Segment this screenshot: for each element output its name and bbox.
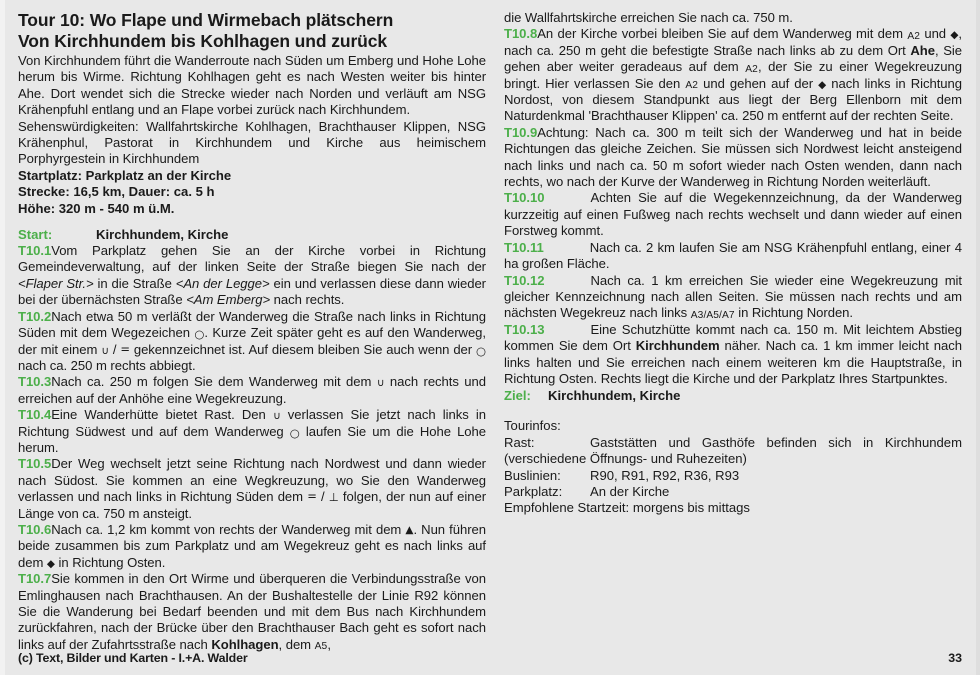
trail-marker-icon: ◆: [46, 557, 55, 570]
tourinfos-parkplatz-label: Parkplatz:: [504, 483, 563, 499]
tourinfos-buslinien-value: R90, R91, R92, R36, R93: [590, 467, 740, 483]
route-step-text: An der Kirche vorbei bleiben Sie auf dem Wanderweg mit dem: [537, 26, 908, 42]
route-step-text: . Nun führen beide zusammen bis zum Parkplatz und am Wegekreuz geht es nach links auf dem: [18, 521, 486, 570]
route-step-text: und: [920, 26, 951, 42]
route-step: [18, 456, 486, 522]
route-step-id: T10.12: [504, 272, 545, 288]
route-step-text: Vom Parkplatz gehen Sie an der Kirche vorbei in Richtung Gemeindeverwaltung, auf der linken Seite der Straße biegen Sie nach der: [18, 243, 486, 275]
spacer: [504, 404, 962, 418]
route-steps-left: [18, 243, 486, 653]
route-step-text: nach rechts und erreichen auf der Anhöhe eine Wegekreuzung.: [18, 374, 486, 406]
route-step-text: Der Weg wechselt jetzt seine Richtung nach Nordwest und dann wieder nach Südost. Sie kommen an eine Wegkreuzung, wo Sie den Wanderweg verlassen und nach links in Richtung Süden dem: [18, 456, 486, 505]
route-step-text: näher. Nach ca. 1 km immer leicht nach links halten und Sie erreichen nach einem weiteren km die Hauptstraße, in Richtung Osten. Rechts liegt die Kirche und der Parkplatz Ihres Startpunktes.: [504, 338, 963, 386]
tourinfos-parkplatz: [504, 484, 962, 500]
route-step-text: /: [316, 489, 329, 505]
route-step-text: in die Straße: [93, 275, 176, 291]
route-step-text: nach links in Richtung Nordost, von diesem Standpunkt aus liegt der Berg Ellenborn mit dem Naturdenkmal 'Brachthauser Klippen' ca. 250 m entfernt auf der rechten Seite.: [504, 75, 963, 124]
trail-marker-icon: ○: [194, 327, 205, 342]
route-step-text: und gehen auf der: [698, 75, 819, 91]
trail-marker-icon: A2: [745, 63, 758, 75]
route-step-text: Eine Wanderhütte bietet Rast. Den: [51, 407, 273, 423]
street-name: <Flaper Str.>: [18, 275, 94, 291]
route-step-text: Nach ca. 1 km erreichen Sie wieder eine Wegekreuzung mit gleicher Kennzeichnung nach allen Seiten. Sie müssen nach rechts und am nächsten Wegekreuz nach links: [504, 272, 962, 321]
route-start: [18, 226, 486, 243]
route-step: [504, 125, 962, 191]
route-step-text: , dem: [278, 636, 315, 652]
route-step-text: , der Sie zu einer Wegekreuzung bringt. Hier verlassen Sie den: [504, 59, 962, 91]
route-step-gap: [544, 322, 590, 338]
route-ziel-value: Kirchhundem, Kirche: [548, 388, 681, 404]
route-step-id: T10.13: [504, 321, 545, 337]
trail-marker-icon: A2: [685, 80, 699, 92]
trail-marker-icon: ▲: [405, 524, 414, 537]
route-step-text: /: [108, 341, 121, 357]
route-start-label: Start:: [18, 227, 53, 243]
trail-marker-icon: A2: [907, 30, 921, 42]
trail-marker-icon: ◆: [818, 78, 827, 91]
route-step-gap: [544, 190, 590, 206]
emphasis-bold: Kohlhagen: [211, 636, 279, 652]
route-step-text: Nach etwa 50 m verläßt der Wanderweg die Straße nach links in Richtung Süden mit dem Wegezeichen: [18, 308, 486, 341]
route-step-text: Eine Schutzhütte kommt nach ca. 150 m. Mit leichtem Abstieg kommen Sie dem Ort: [504, 321, 962, 354]
route-step-text: folgen, der nun auf einer Länge von ca. 750 m ansteigt.: [18, 489, 487, 521]
route-step: [504, 10, 962, 26]
route-step-text: nach rechts.: [270, 292, 345, 308]
tourinfos-rast: [504, 435, 962, 468]
route-step: [18, 407, 486, 456]
route-step-text: Achtung: Nach ca. 300 m teilt sich der Wanderweg und hat in beide Richtungen das gleiche Zeichen. Sie müssen sich Nordwest leicht ansteigend nach links und nach ca. 50 m sofort wieder nach Osten wenden, dann nach rechts, wo nach der Kurve der Wanderweg in Richtung Norden weiterläuft.: [504, 124, 962, 190]
trail-marker-icon: =: [307, 489, 317, 504]
tourinfos-rast-label: Rast:: [504, 434, 535, 450]
route-step-text: Achten Sie auf die Wegekennzeichnung, da der Wanderweg kurzzeitig auf einen Fußweg nach rechts wechselt und dann wieder auf einen Forstweg kommt.: [504, 190, 962, 239]
route-step: [18, 374, 486, 407]
route-step-text: , Sie gehen aber weiter geradeaus auf dem: [504, 42, 962, 75]
page-footer: [0, 641, 980, 675]
trail-marker-icon: ∪: [376, 377, 385, 390]
tourinfos-startzeit: Empfohlene Startzeit: morgens bis mittags: [504, 500, 750, 516]
tourinfos-buslinien: [504, 468, 962, 484]
spacer: [18, 217, 486, 226]
route-step-text: die Wallfahrtskirche erreichen Sie nach ca. 750 m.: [504, 10, 793, 25]
tourinfos-heading: Tourinfos:: [504, 418, 561, 434]
route-step-text: ein und verlassen diese dann wieder bei der übernächsten Straße: [18, 275, 486, 308]
route-step-id: T10.2: [18, 308, 52, 324]
meta-hoehe: Höhe: 320 m - 540 m ü.M.: [18, 200, 175, 216]
trail-marker-icon: ○: [476, 343, 487, 358]
route-step-text: , nach ca. 250 m geht die befestigte Straße nach links ab zu dem Ort: [504, 26, 963, 58]
route-step: [504, 273, 962, 322]
route-step-text: in Richtung Norden.: [734, 305, 853, 321]
route-step-id: T10.7: [18, 571, 52, 587]
tourinfos-parkplatz-value: An der Kirche: [590, 483, 670, 499]
street-name: <An der Legge>: [175, 275, 270, 291]
emphasis-bold: Kirchhundem: [635, 338, 720, 354]
route-step-text: Nach ca. 250 m folgen Sie dem Wanderweg mit dem: [51, 374, 377, 390]
route-step: [504, 190, 962, 239]
route-ziel: [504, 387, 962, 404]
route-step-text: nach ca. 250 m rechts abbiegt.: [18, 357, 196, 373]
route-step-text: in Richtung Osten.: [54, 554, 166, 570]
meta-startplatz: Startplatz: Parkplatz an der Kirche: [18, 167, 232, 183]
route-step-id: T10.5: [18, 456, 52, 472]
page-subtitle: Von Kirchhundem bis Kohlhagen und zurück: [18, 31, 388, 51]
route-step-text: . Kurze Zeit später geht es auf den Wanderweg, der mit einem: [18, 325, 486, 357]
route-start-value: Kirchhundem, Kirche: [96, 227, 229, 243]
trail-marker-icon: A3/A5/A7: [690, 309, 735, 321]
column-left: [0, 0, 496, 653]
route-step-id: T10.6: [18, 521, 52, 537]
route-step: [504, 26, 962, 124]
footer-page-number: 33: [948, 651, 962, 665]
route-step: [18, 243, 486, 309]
trail-marker-icon: =: [120, 341, 130, 356]
route-step-id: T10.10: [504, 190, 545, 206]
route-step-id: T10.11: [504, 239, 544, 255]
column-right: [496, 0, 980, 640]
route-step-id: T10.8: [504, 26, 538, 42]
route-ziel-label: Ziel:: [504, 388, 531, 404]
route-step: [504, 322, 962, 388]
emphasis-bold: Ahe: [910, 42, 935, 58]
route-step-text: verlassen Sie jetzt nach links in Richtung Südwest und auf dem Wanderweg: [18, 407, 486, 439]
tourinfos-buslinien-label: Buslinien:: [504, 467, 561, 483]
page-title: Tour 10: Wo Flape und Wirmebach plätschern: [18, 10, 394, 30]
street-name: <Am Emberg>: [186, 292, 271, 308]
trail-marker-icon: ◆: [950, 29, 959, 42]
meta-strecke: Strecke: 16,5 km, Dauer: ca. 5 h: [18, 184, 215, 200]
intro-sights: Sehenswürdigkeiten: Wallfahrtskirche Kohlhagen, Brachthauser Klippen, NSG Krähenphul, Pastorat in Kirchhundem und Kirche aus heimischem Porphyrgestein in Kirchhundem: [18, 118, 486, 167]
route-step-id: T10.4: [18, 407, 52, 423]
trail-marker-icon: ⊥: [328, 490, 339, 505]
trail-marker-icon: A5: [314, 641, 328, 653]
route-step: [504, 240, 962, 273]
trail-marker-icon: ○: [289, 425, 300, 440]
route-step-text: laufen Sie um die Hohe Lohe herum.: [18, 423, 486, 455]
footer-copyright: (c) Text, Bilder und Karten - I.+A. Walder: [18, 651, 248, 665]
tourinfos-rast-value: Gaststätten und Gasthöfe befinden sich in Kirchhundem (verschiedene Öffnungs- und Ruhezeiten): [504, 434, 962, 467]
route-step-text: gekennzeichnet ist. Auf diesem bleiben Sie auch wenn der: [129, 341, 477, 357]
route-step-gap: [544, 273, 590, 289]
route-step-text: Sie kommen in den Ort Wirme und überqueren die Verbindungsstraße von Emlinghausen nach Brachthausen. An der Bushaltestelle der Linie R92 können Sie die Wanderung bei Bedarf beenden und mit dem Bus nach Kirchhundem zurückfahren, nach der Brücke über den Brachthauser Bach geht es sofort nach links auf der Zufahrtsstraße nach: [18, 571, 486, 652]
trail-marker-icon: ∪: [272, 410, 281, 423]
route-step: [18, 522, 486, 571]
intro-description: Von Kirchhundem führt die Wanderroute nach Süden um Emberg und Hohe Lohe herum bis Wirme. Richtung Kohlhagen geht es nach Westen weiter bis hinter Ahe. Dort wendet sich die Strecke wieder nach Norden und verläuft am NSG Krähenpfuhl entlang und an Flape vorbei zurück nach Kirchhundem.: [18, 53, 486, 118]
route-step-text: Nach ca. 1,2 km kommt von rechts der Wanderweg mit dem: [51, 521, 406, 537]
route-step: [18, 309, 486, 375]
route-step-gap: [544, 240, 590, 256]
route-steps-right: [504, 10, 962, 387]
route-step-text: Nach ca. 2 km laufen Sie am NSG Krähenpfuhl entlang, einer 4 ha großen Fläche.: [504, 239, 962, 272]
route-step-id: T10.3: [18, 374, 52, 390]
route-step-id: T10.1: [18, 243, 52, 259]
route-step-id: T10.9: [504, 124, 538, 140]
trail-marker-icon: ∪: [101, 344, 109, 357]
route-step-text: ,: [327, 636, 331, 652]
